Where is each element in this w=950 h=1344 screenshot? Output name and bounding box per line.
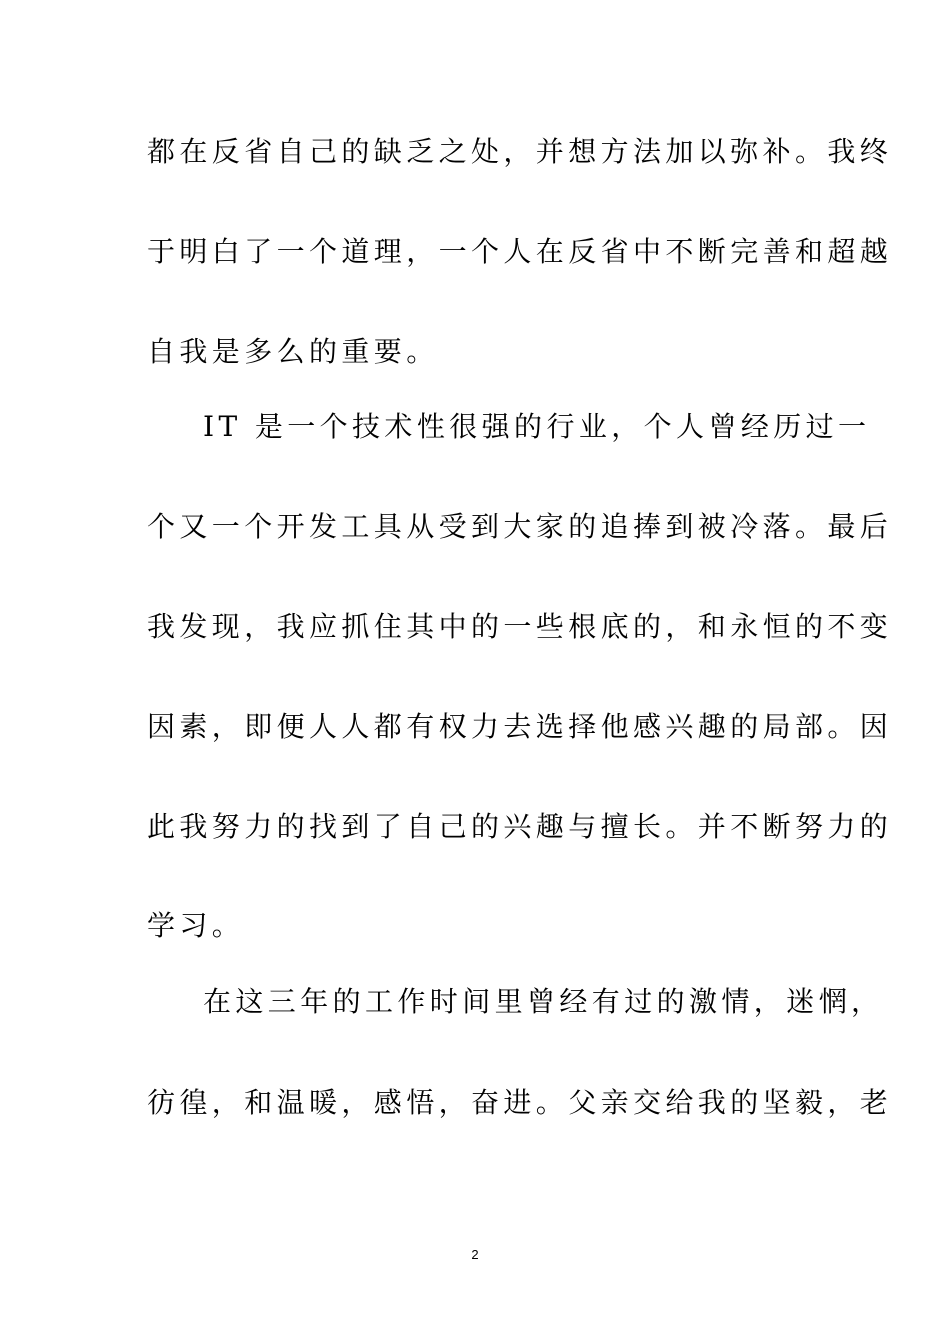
text-line: 于明白了一个道理，一个人在反省中不断完善和超越 bbox=[147, 235, 893, 268]
text-line: 学习。 bbox=[147, 909, 245, 942]
text-line: 彷徨，和温暖，感悟，奋进。父亲交给我的坚毅，老 bbox=[147, 1086, 893, 1119]
page-number: 2 bbox=[471, 1247, 479, 1262]
text-line: 个又一个开发工具从受到大家的追捧到被冷落。最后 bbox=[147, 510, 893, 543]
text-line: 都在反省自己的缺乏之处，并想方法加以弥补。我终 bbox=[147, 135, 893, 168]
text-line: 因素，即便人人都有权力去选择他感兴趣的局部。因 bbox=[147, 710, 893, 743]
text-line: 此我努力的找到了自己的兴趣与擅长。并不断努力的 bbox=[147, 810, 893, 843]
text-line: 自我是多么的重要。 bbox=[147, 335, 439, 368]
text-line-indented: IT 是一个技术性很强的行业，个人曾经历过一 bbox=[203, 410, 871, 443]
text-line: 我发现，我应抓住其中的一些根底的，和永恒的不变 bbox=[147, 610, 893, 643]
text-line-indented: 在这三年的工作时间里曾经有过的激情，迷惘， bbox=[203, 985, 884, 1018]
